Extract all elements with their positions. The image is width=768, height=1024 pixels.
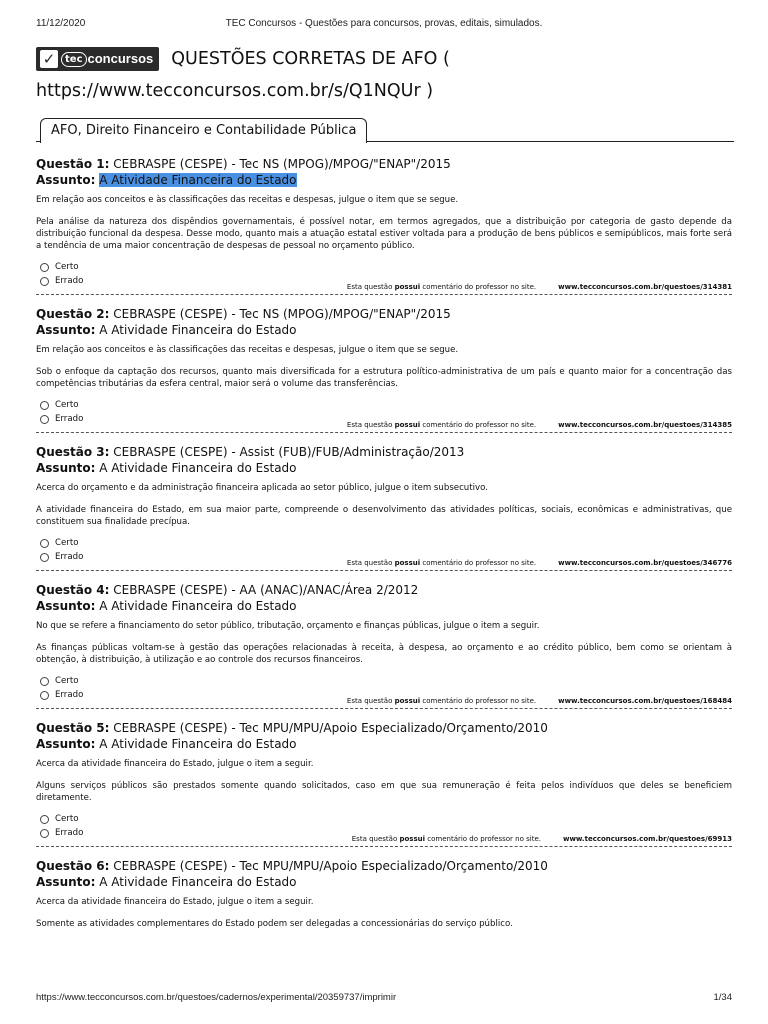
question-subject: [36, 322, 732, 338]
note-text: Esta questão: [346, 421, 393, 429]
note-emphasis: possui: [394, 559, 421, 567]
note-emphasis: possui: [394, 697, 421, 705]
subject-label: Assunto:: [36, 737, 96, 751]
question-label: Questão: [36, 859, 93, 873]
question-item: [36, 582, 732, 709]
note-text: Esta questão: [346, 559, 393, 567]
question-number: 1:: [96, 157, 110, 171]
option-certo[interactable]: [36, 536, 732, 550]
subject-label: Assunto:: [36, 173, 96, 187]
question-intro: Acerca do orçamento e da administração financeira aplicada ao setor público, julgue o item subsecutivo.: [36, 483, 488, 493]
option-label: Certo: [55, 676, 79, 686]
question-list: [36, 156, 732, 941]
option-label: Certo: [55, 538, 79, 548]
note-text: comentário do professor no site.: [422, 283, 537, 291]
question-label: Questão: [36, 445, 93, 459]
comment-note: [347, 282, 536, 292]
subject-label: Assunto:: [36, 599, 96, 613]
option-certo[interactable]: [36, 260, 732, 274]
question-subject: [36, 172, 732, 188]
question-number: 5:: [96, 721, 110, 735]
note-text: Esta questão: [346, 697, 393, 705]
option-label: Errado: [55, 828, 84, 838]
print-footer: [36, 992, 732, 1004]
print-url: https://www.tecconcursos.com.br/questoes/cadernos/experimental/20359737/imprimir: [36, 992, 397, 1003]
question-footer: [36, 696, 732, 706]
question-number: 3:: [96, 445, 110, 459]
logo-wordmark: concursos: [87, 51, 154, 66]
question-label: Questão: [36, 307, 93, 321]
question-source: CEBRASPE (CESPE) - Assist (FUB)/FUB/Administração/2013: [113, 445, 465, 459]
question-link[interactable]: www.tecconcursos.com.br/questoes/168484: [558, 697, 732, 705]
question-source: CEBRASPE (CESPE) - Tec MPU/MPU/Apoio Especializado/Orçamento/2010: [113, 859, 548, 873]
option-certo[interactable]: [36, 398, 732, 412]
question-statement: As finanças públicas voltam-se à gestão das operações relacionadas à receita, à despesa, ao orçamento e ao crédito público, bem como se orientam à obtenção, à distribuição, à utilização e ao controle dos recursos financeiros.: [36, 643, 732, 665]
question-number: 2:: [96, 307, 110, 321]
document-title-line1: QUESTÕES CORRETAS DE AFO (: [171, 49, 450, 69]
comment-note: [352, 834, 541, 844]
tecconcursos-logo: [36, 47, 159, 71]
question-link[interactable]: www.tecconcursos.com.br/questoes/346776: [558, 559, 732, 567]
question-subject: [36, 736, 732, 752]
note-text: Esta questão: [346, 283, 393, 291]
question-item: [36, 858, 732, 930]
subject-text: A Atividade Financeira do Estado: [99, 875, 297, 889]
question-header: [36, 306, 732, 322]
radio-icon[interactable]: [40, 815, 49, 824]
question-number: 6:: [96, 859, 110, 873]
radio-icon[interactable]: [40, 401, 49, 410]
subject-label: Assunto:: [36, 323, 96, 337]
dashed-divider: [36, 570, 732, 571]
dashed-divider: [36, 294, 732, 295]
note-emphasis: possui: [394, 421, 421, 429]
print-header: [36, 18, 732, 32]
question-label: Questão: [36, 583, 93, 597]
option-label: Certo: [55, 814, 79, 824]
note-text: comentário do professor no site.: [422, 421, 537, 429]
question-subject: [36, 598, 732, 614]
question-subject: [36, 874, 732, 890]
question-number: 4:: [96, 583, 110, 597]
question-footer: [36, 834, 732, 844]
question-statement: Alguns serviços públicos são prestados somente quando solicitados, caso em que sua remuneração é feita pelos indivíduos que deles se beneficiem diretamente.: [36, 781, 732, 803]
dashed-divider: [36, 846, 732, 847]
radio-icon[interactable]: [40, 415, 49, 424]
note-text: comentário do professor no site.: [427, 835, 541, 843]
question-statement: Sob o enfoque da captação dos recursos, quanto mais diversificada for a estrutura político-administrativa de um país e quanto maior for a concentração das competências tributárias da esfera central, maior será o volume das transferências.: [36, 367, 732, 389]
option-label: Errado: [55, 414, 84, 424]
document-title: [36, 45, 738, 105]
option-certo[interactable]: [36, 674, 732, 688]
note-text: Esta questão: [351, 835, 398, 843]
subject-text: A Atividade Financeira do Estado: [99, 599, 297, 613]
option-label: Errado: [55, 276, 84, 286]
question-header: [36, 858, 732, 874]
question-link[interactable]: www.tecconcursos.com.br/questoes/69913: [562, 835, 732, 843]
radio-icon[interactable]: [40, 677, 49, 686]
question-source: CEBRASPE (CESPE) - Tec NS (MPOG)/MPOG/"ENAP"/2015: [113, 307, 451, 321]
question-header: [36, 156, 732, 172]
comment-note: [347, 558, 536, 568]
question-intro: Em relação aos conceitos e às classificações das receitas e despesas, julgue o item que se segue.: [36, 195, 459, 205]
question-footer: [36, 558, 732, 568]
radio-icon[interactable]: [40, 691, 49, 700]
question-statement: Pela análise da natureza dos dispêndios governamentais, é possível notar, em termos agregados, que a distribuição por categoria de gasto depende da distribuição funcional da despesa. Desse modo, quanto mais a atuação estatal estiver voltada para a produção de bens públicos e semipúblicos, mais forte será a tendência de uma maior concentração de despesas de pessoal no orçamento público.: [36, 217, 732, 251]
question-subject: [36, 460, 732, 476]
question-statement: A atividade financeira do Estado, em sua maior parte, compreende o desenvolvimento das atividades políticas, sociais, econômicas e administrativas, que constituem sua finalidade precípua.: [36, 505, 732, 527]
question-source: CEBRASPE (CESPE) - Tec MPU/MPU/Apoio Especializado/Orçamento/2010: [113, 721, 548, 735]
question-footer: [36, 282, 732, 292]
subject-text: A Atividade Financeira do Estado: [99, 461, 297, 475]
option-label: Certo: [55, 400, 79, 410]
page-number: 1/34: [713, 992, 732, 1003]
question-source: CEBRASPE (CESPE) - Tec NS (MPOG)/MPOG/"ENAP"/2015: [113, 157, 451, 171]
option-certo[interactable]: [36, 812, 732, 826]
note-text: comentário do professor no site.: [422, 559, 537, 567]
dashed-divider: [36, 708, 732, 709]
question-header: [36, 720, 732, 736]
question-link[interactable]: www.tecconcursos.com.br/questoes/314385: [558, 421, 732, 429]
question-header: [36, 582, 732, 598]
option-label: Certo: [55, 262, 79, 272]
comment-note: [347, 696, 536, 706]
question-item: [36, 720, 732, 847]
subject-label: Assunto:: [36, 875, 96, 889]
note-emphasis: possui: [394, 283, 421, 291]
question-intro: No que se refere a financiamento do setor público, tributação, orçamento e finanças públicas, julgue o item a seguir.: [36, 621, 540, 631]
question-intro: Acerca da atividade financeira do Estado, julgue o item a seguir.: [36, 897, 314, 907]
question-item: [36, 444, 732, 571]
question-item: [36, 306, 732, 433]
logo-tec-badge: tec: [61, 52, 87, 67]
note-emphasis: possui: [399, 835, 426, 843]
checkmark-icon: ✓: [40, 50, 58, 68]
question-source: CEBRASPE (CESPE) - AA (ANAC)/ANAC/Área 2/2012: [113, 583, 419, 597]
print-date: 11/12/2020: [36, 18, 86, 29]
radio-icon[interactable]: [40, 277, 49, 286]
print-page-title: TEC Concursos - Questões para concursos, provas, editais, simulados.: [225, 18, 543, 29]
document-title-line2: https://www.tecconcursos.com.br/s/Q1NQUr ): [36, 81, 434, 101]
question-statement: Somente as atividades complementares do Estado podem ser delegadas a concessionárias do serviço público.: [36, 919, 513, 929]
question-intro: Em relação aos conceitos e às classificações das receitas e despesas, julgue o item que se segue.: [36, 345, 459, 355]
brand-header: [36, 45, 738, 105]
comment-note: [347, 420, 536, 430]
radio-icon[interactable]: [40, 263, 49, 272]
subject-text: A Atividade Financeira do Estado: [99, 173, 297, 187]
subject-text: A Atividade Financeira do Estado: [99, 323, 297, 337]
question-item: [36, 156, 732, 295]
radio-icon[interactable]: [40, 829, 49, 838]
radio-icon[interactable]: [40, 553, 49, 562]
question-label: Questão: [36, 721, 93, 735]
subject-text: A Atividade Financeira do Estado: [99, 737, 297, 751]
question-link[interactable]: www.tecconcursos.com.br/questoes/314381: [558, 283, 732, 291]
option-label: Errado: [55, 552, 84, 562]
question-header: [36, 444, 732, 460]
question-footer: [36, 420, 732, 430]
dashed-divider: [36, 432, 732, 433]
question-label: Questão: [36, 157, 93, 171]
subject-label: Assunto:: [36, 461, 96, 475]
option-label: Errado: [55, 690, 84, 700]
question-intro: Acerca da atividade financeira do Estado, julgue o item a seguir.: [36, 759, 314, 769]
section-tab: AFO, Direito Financeiro e Contabilidade Pública: [40, 118, 367, 143]
note-text: comentário do professor no site.: [422, 697, 537, 705]
radio-icon[interactable]: [40, 539, 49, 548]
